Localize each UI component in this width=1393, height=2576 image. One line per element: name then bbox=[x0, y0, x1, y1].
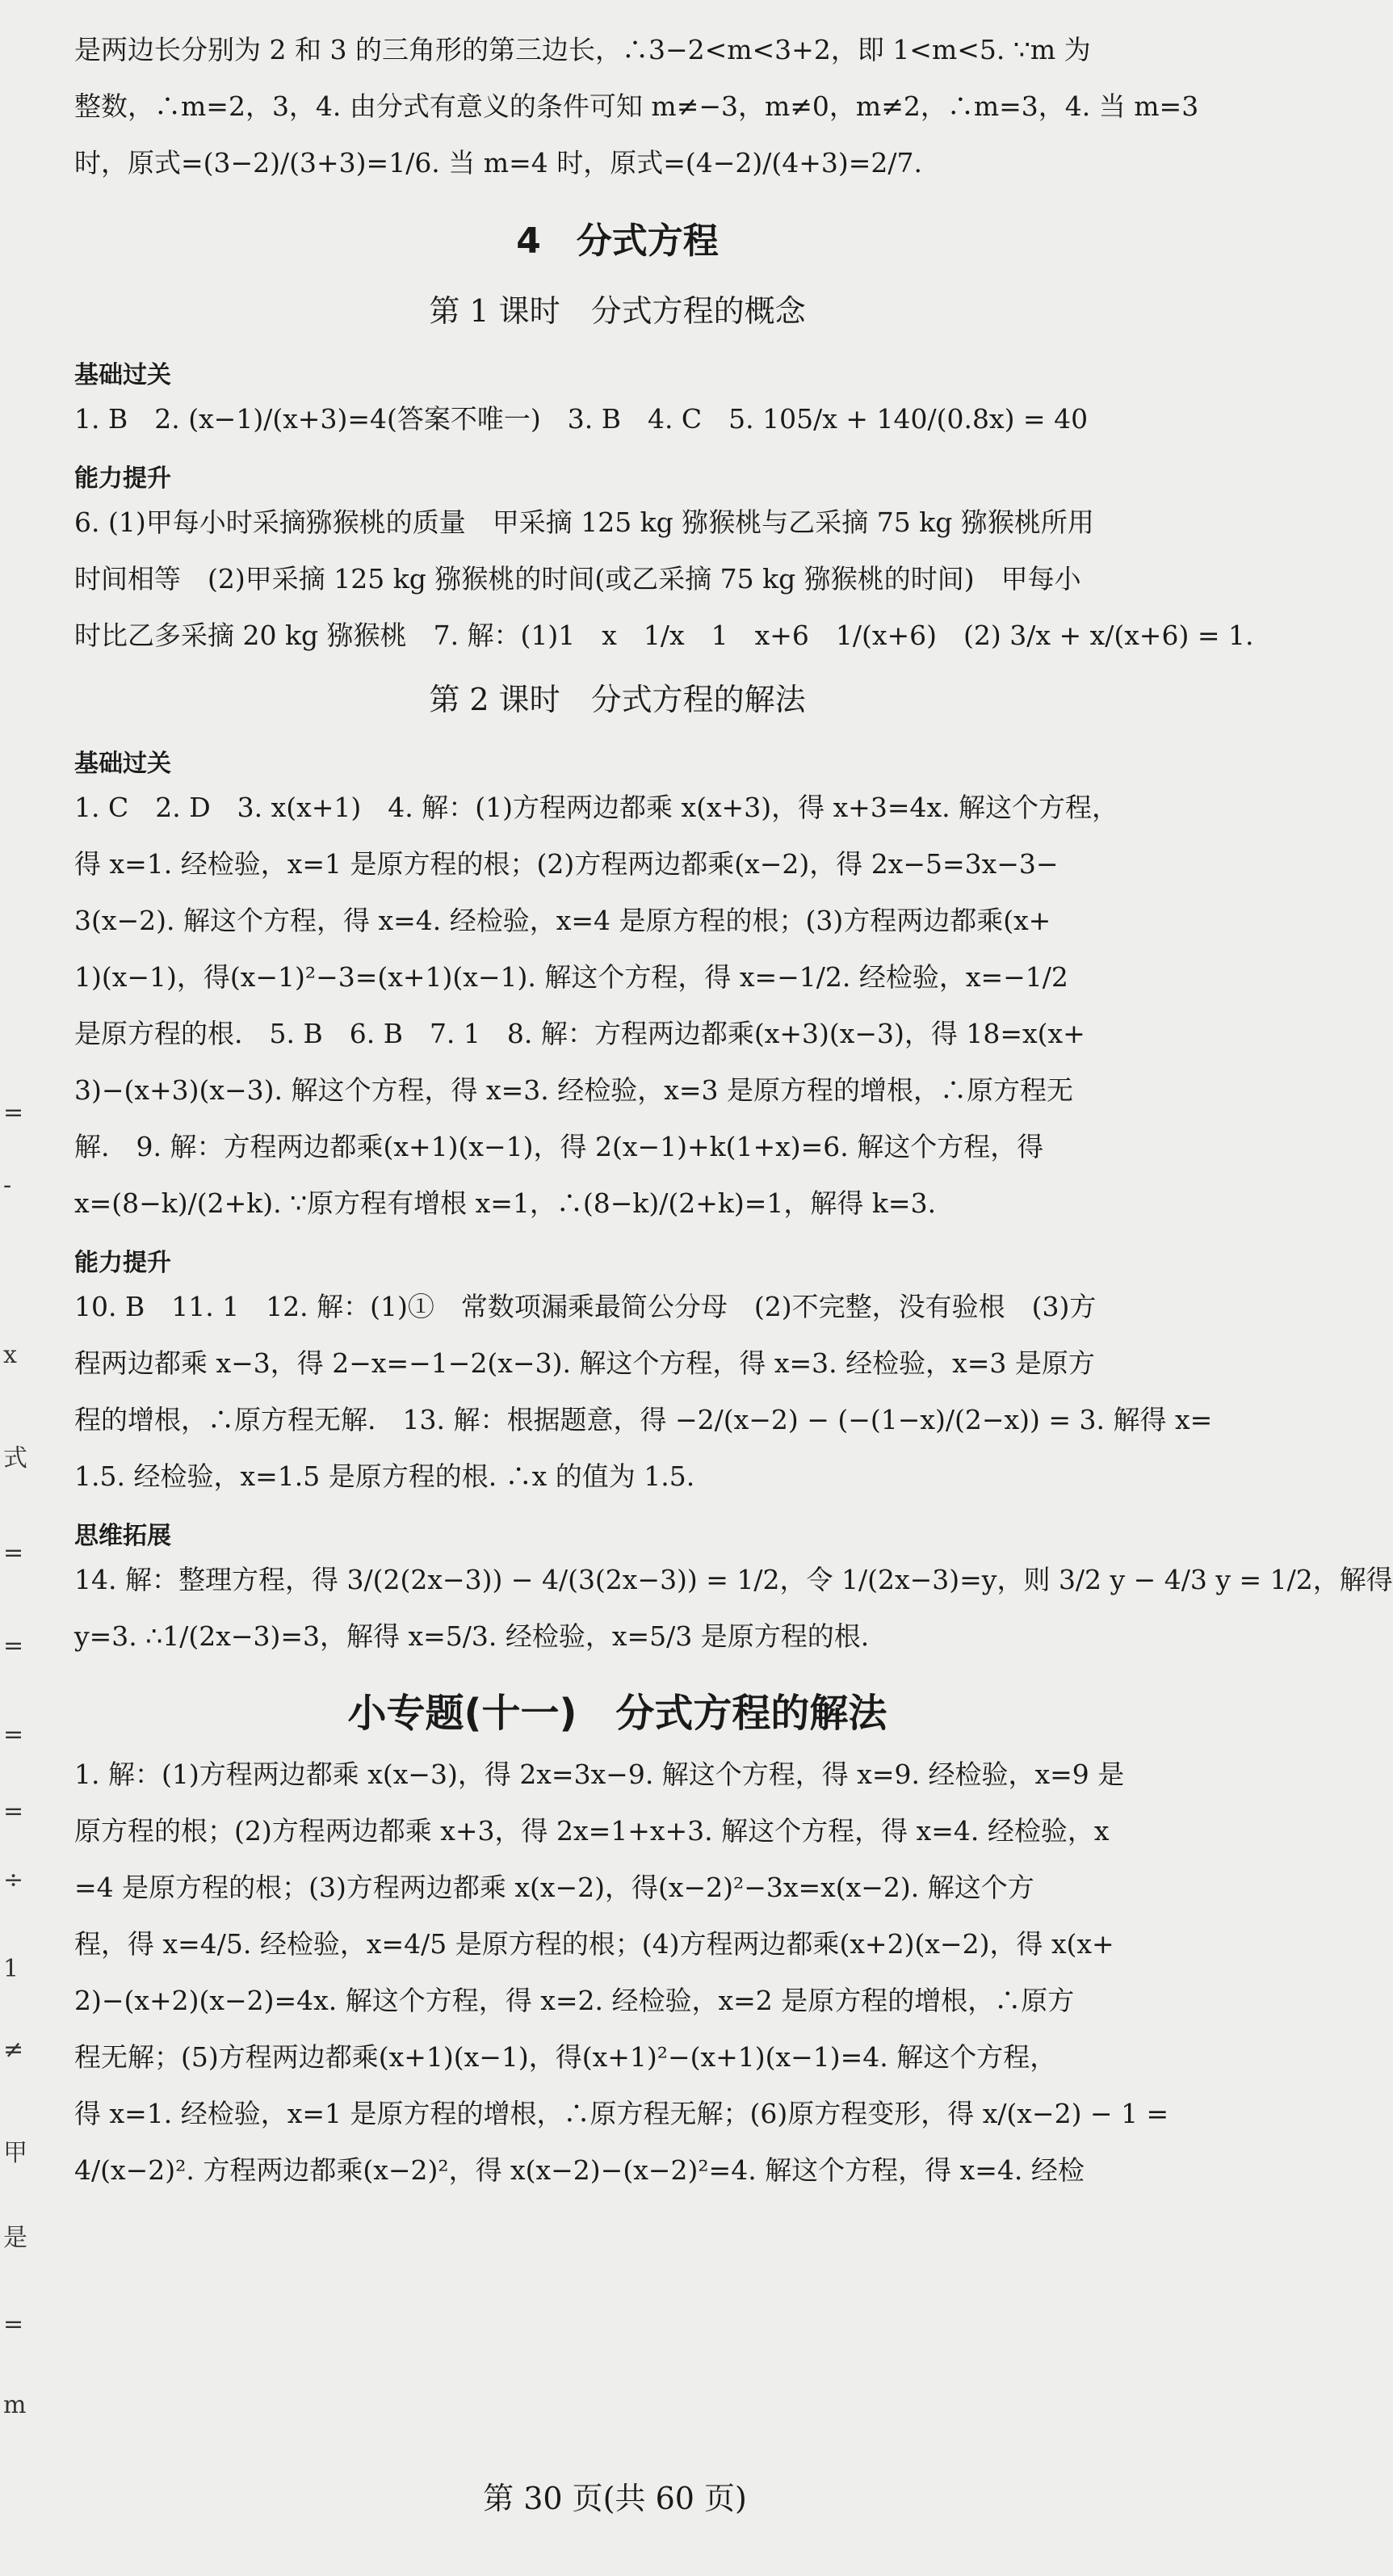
text-line: 1. C 2. D 3. x(x+1) 4. 解：(1)方程两边都乘 x(x+3)，得 x+3=4x. 解这个方程， bbox=[74, 792, 1119, 823]
text-line: 程无解；(5)方程两边都乘(x+1)(x−1)，得(x+1)²−(x+1)(x−1)=4. 解这个方程， bbox=[74, 2041, 1057, 2073]
text-line: y=3. ∴1/(2x−3)=3，解得 x=5/3. 经检验，x=5/3 是原方程的根. bbox=[74, 1620, 870, 1652]
text-line: 解. 9. 解：方程两边都乘(x+1)(x−1)，得 2(x−1)+k(1+x)=6. 解这个方程，得 bbox=[74, 1131, 1044, 1162]
text-line: 原方程的根；(2)方程两边都乘 x+3，得 2x=1+x+3. 解这个方程，得 x=4. 经检验，x bbox=[74, 1815, 1110, 1847]
text-line: 1)(x−1)，得(x−1)²−3=(x+1)(x−1). 解这个方程，得 x=−1/2. 经检验，x=−1/2 bbox=[74, 961, 1068, 993]
subheading-ability: 能力提升 bbox=[74, 464, 171, 493]
margin-fragment: - bbox=[3, 1171, 12, 1200]
margin-fragment: = bbox=[3, 1632, 24, 1660]
subheading-basic: 基础过关 bbox=[74, 361, 171, 389]
lesson-title: 第 1 课时 分式方程的概念 bbox=[429, 293, 806, 329]
answer-block bbox=[74, 401, 1160, 437]
margin-fragment: ≠ bbox=[3, 2036, 24, 2064]
lesson-title: 第 2 课时 分式方程的解法 bbox=[429, 682, 806, 717]
text-line: 是原方程的根. 5. B 6. B 7. 1 8. 解：方程两边都乘(x+3)(x−3)，得 18=x(x+ bbox=[74, 1018, 1085, 1049]
margin-fragment: = bbox=[3, 1797, 24, 1826]
text-line: 1. 解：(1)方程两边都乘 x(x−3)，得 2x=3x−9. 解这个方程，得 x=9. 经检验，x=9 是 bbox=[74, 1759, 1125, 1790]
margin-fragment: 甲 bbox=[3, 2139, 27, 2167]
answer-block bbox=[74, 790, 1160, 1221]
answer-block bbox=[74, 1562, 1393, 1654]
subheading-ability: 能力提升 bbox=[74, 1249, 171, 1277]
text-line: 时比乙多采摘 20 kg 猕猴桃 7. 解：(1)1 x 1/x 1 x+6 1/(x+6) (2) 3/x + x/(x+6) = 1. bbox=[74, 620, 1254, 651]
text-line: 整数，∴m=2，3，4. 由分式有意义的条件可知 m≠−3，m≠0，m≠2，∴m=3，4. 当 m=3 bbox=[74, 90, 1199, 122]
answer-block bbox=[74, 1757, 1169, 2188]
text-line: 程，得 x=4/5. 经检验，x=4/5 是原方程的根；(4)方程两边都乘(x+2)(x−2)，得 x(x+ bbox=[74, 1928, 1114, 1960]
text-line: 得 x=1. 经检验，x=1 是原方程的增根，∴原方程无解；(6)原方程变形，得 x/(x−2) − 1 = bbox=[74, 2098, 1169, 2129]
text-line: 3)−(x+3)(x−3). 解这个方程，得 x=3. 经检验，x=3 是原方程的增根，∴原方程无 bbox=[74, 1074, 1073, 1106]
text-line: 6. (1)甲每小时采摘猕猴桃的质量 甲采摘 125 kg 猕猴桃与乙采摘 75 kg 猕猴桃所用 bbox=[74, 506, 1094, 538]
text-line: 3(x−2). 解这个方程，得 x=4. 经检验，x=4 是原方程的根；(3)方程两边都乘(x+ bbox=[74, 905, 1051, 936]
margin-fragment: = bbox=[3, 1099, 24, 1127]
margin-fragment: x bbox=[3, 1341, 17, 1369]
text-line: 是两边长分别为 2 和 3 的三角形的第三边长，∴3−2<m<3+2，即 1<m<5. ∵m 为 bbox=[74, 34, 1091, 65]
text-line: 10. B 11. 1 12. 解：(1)① 常数项漏乘最简公分母 (2)不完整，没有验根 (3)方 bbox=[74, 1291, 1097, 1322]
text-line: 4/(x−2)². 方程两边都乘(x−2)²，得 x(x−2)−(x−2)²=4. 解这个方程，得 x=4. 经检 bbox=[74, 2154, 1085, 2186]
text-line: 时间相等 (2)甲采摘 125 kg 猕猴桃的时间(或乙采摘 75 kg 猕猴桃的时间) 甲每小 bbox=[74, 563, 1081, 595]
text-line: 14. 解：整理方程，得 3/(2(2x−3)) − 4/(3(2x−3)) = 1/2，令 1/(2x−3)=y，则 3/2 y − 4/3 y = 1/2，解得 bbox=[74, 1564, 1393, 1595]
text-line: 2)−(x+2)(x−2)=4x. 解这个方程，得 x=2. 经检验，x=2 是原方程的增根，∴原方 bbox=[74, 1985, 1075, 2016]
text-line: 得 x=1. 经检验，x=1 是原方程的根；(2)方程两边都乘(x−2)，得 2x−5=3x−3− bbox=[74, 848, 1059, 880]
special-topic-title: 小专题(十一) 分式方程的解法 bbox=[347, 1691, 887, 1736]
text-line: 程的增根，∴原方程无解. 13. 解：根据题意，得 −2/(x−2) − (−(1−x)/(2−x)) = 3. 解得 x= bbox=[74, 1404, 1213, 1435]
text-line: 时，原式=(3−2)/(3+3)=1/6. 当 m=4 时，原式=(4−2)/(4+3)=2/7. bbox=[74, 147, 923, 179]
answer-block bbox=[74, 1289, 1213, 1494]
page-footer: 第 30 页(共 60 页) bbox=[483, 2481, 747, 2516]
margin-fragment: ÷ bbox=[3, 1866, 24, 1894]
text-line: =4 是原方程的根；(3)方程两边都乘 x(x−2)，得(x−2)²−3x=x(x−2). 解这个方 bbox=[74, 1872, 1034, 1903]
margin-fragment: 1 bbox=[3, 1955, 19, 1983]
text-line: x=(8−k)/(2+k). ∵原方程有增根 x=1，∴(8−k)/(2+k)=1，解得 k=3. bbox=[74, 1187, 937, 1219]
margin-fragment: = bbox=[3, 1539, 24, 1567]
margin-fragment: = bbox=[3, 2310, 24, 2339]
margin-fragment: 是 bbox=[3, 2224, 27, 2252]
intro-paragraph bbox=[74, 32, 1199, 181]
text-line: 程两边都乘 x−3，得 2−x=−1−2(x−3). 解这个方程，得 x=3. 经检验，x=3 是原方 bbox=[74, 1347, 1095, 1379]
text-line: 1. B 2. (x−1)/(x+3)=4(答案不唯一) 3. B 4. C 5. 105/x + 140/(0.8x) = 40 bbox=[74, 403, 1089, 435]
section-title: 4 分式方程 bbox=[516, 221, 719, 262]
margin-fragment: m bbox=[3, 2391, 27, 2419]
margin-fragment: 式 bbox=[3, 1444, 27, 1473]
subheading-extend: 思维拓展 bbox=[74, 1522, 171, 1550]
answer-block bbox=[74, 505, 1254, 653]
page-content bbox=[74, 32, 1393, 2209]
margin-fragment: = bbox=[3, 1721, 24, 1749]
text-line: 1.5. 经检验，x=1.5 是原方程的根. ∴x 的值为 1.5. bbox=[74, 1460, 695, 1492]
subheading-basic: 基础过关 bbox=[74, 750, 171, 778]
